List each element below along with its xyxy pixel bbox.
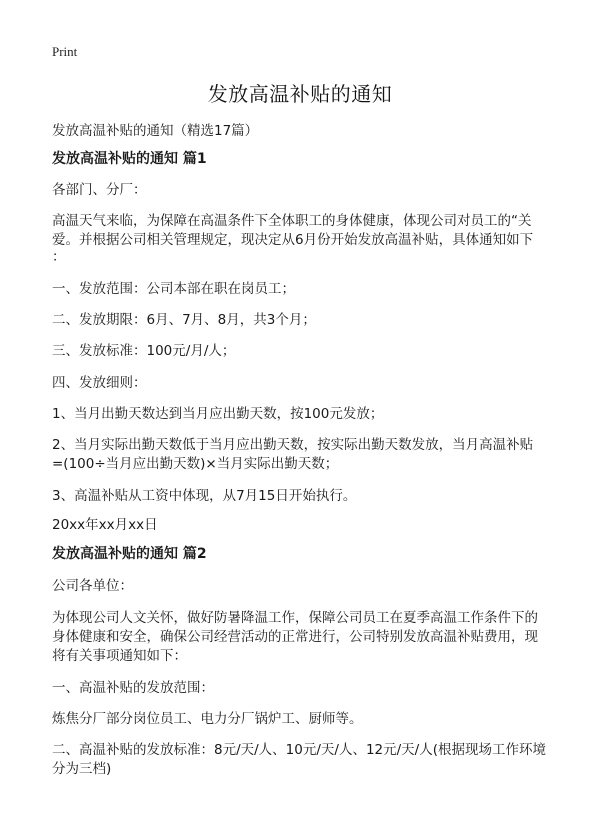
article2-intro-line1: 为体现公司人文关怀，做好防暑降温工作，保障公司员工在夏季高温工作条件下的 (52, 610, 538, 626)
article2-item2-line1: 二、高温补贴的发放标准：8元/天/人、10元/天/人、12元/天/人(根据现场工作环境 (52, 742, 547, 758)
article1-intro-line2: 爱。并根据公司相关管理规定，现决定从6月份开始发放高温补贴，具体通知如下 (52, 232, 534, 248)
article2-intro-line2: 身体健康和安全，确保公司经营活动的正常进行，公司特别发放高温补贴费用，现 (52, 629, 538, 645)
article1-intro-line1: 高温天气来临，为保障在高温条件下全体职工的身体健康，体现公司对员工的“关 (52, 213, 532, 229)
article2-item1: 一、高温补贴的发放范围： (52, 680, 214, 696)
article1-rule2-line2: =(100÷当月应出勤天数)×当月实际出勤天数； (52, 456, 339, 472)
article1-date: 20xx年xx月xx日 (52, 517, 158, 533)
article1-item1: 一、发放范围：公司本部在职在岗员工； (52, 281, 295, 297)
article1-item4: 四、发放细则： (52, 375, 147, 391)
article1-heading: 发放高温补贴的通知 篇1 (52, 151, 207, 167)
article1-rule3: 3、高温补贴从工资中体现，从7月15日开始执行。 (52, 488, 357, 504)
article2-salutation: 公司各单位： (52, 578, 133, 594)
article2-scope: 炼焦分厂部分岗位员工、电力分厂锅炉工、厨师等。 (52, 711, 363, 727)
article1-salutation: 各部门、分厂： (52, 182, 147, 198)
article1-intro-line3: ： (52, 249, 66, 265)
article1-rule2-line1: 2、当月实际出勤天数低于当月应出勤天数，按实际出勤天数发放，当月高温补贴 (52, 437, 534, 453)
article2-intro-line3: 将有关事项通知如下： (52, 648, 187, 664)
page-title: 发放高温补贴的通知 (207, 82, 393, 106)
article1-item3: 三、发放标准：100元/月/人； (52, 343, 236, 359)
article2-heading: 发放高温补贴的通知 篇2 (52, 546, 207, 562)
article1-item2: 二、发放期限：6月、7月、8月，共3个月； (52, 312, 316, 328)
print-link[interactable]: Print (52, 44, 78, 59)
document-subtitle: 发放高温补贴的通知（精选17篇） (52, 123, 259, 139)
article1-rule1: 1、当月出勤天数达到当月应出勤天数，按100元发放； (52, 406, 384, 422)
article2-item2-line2: 分为三档) (52, 761, 112, 777)
